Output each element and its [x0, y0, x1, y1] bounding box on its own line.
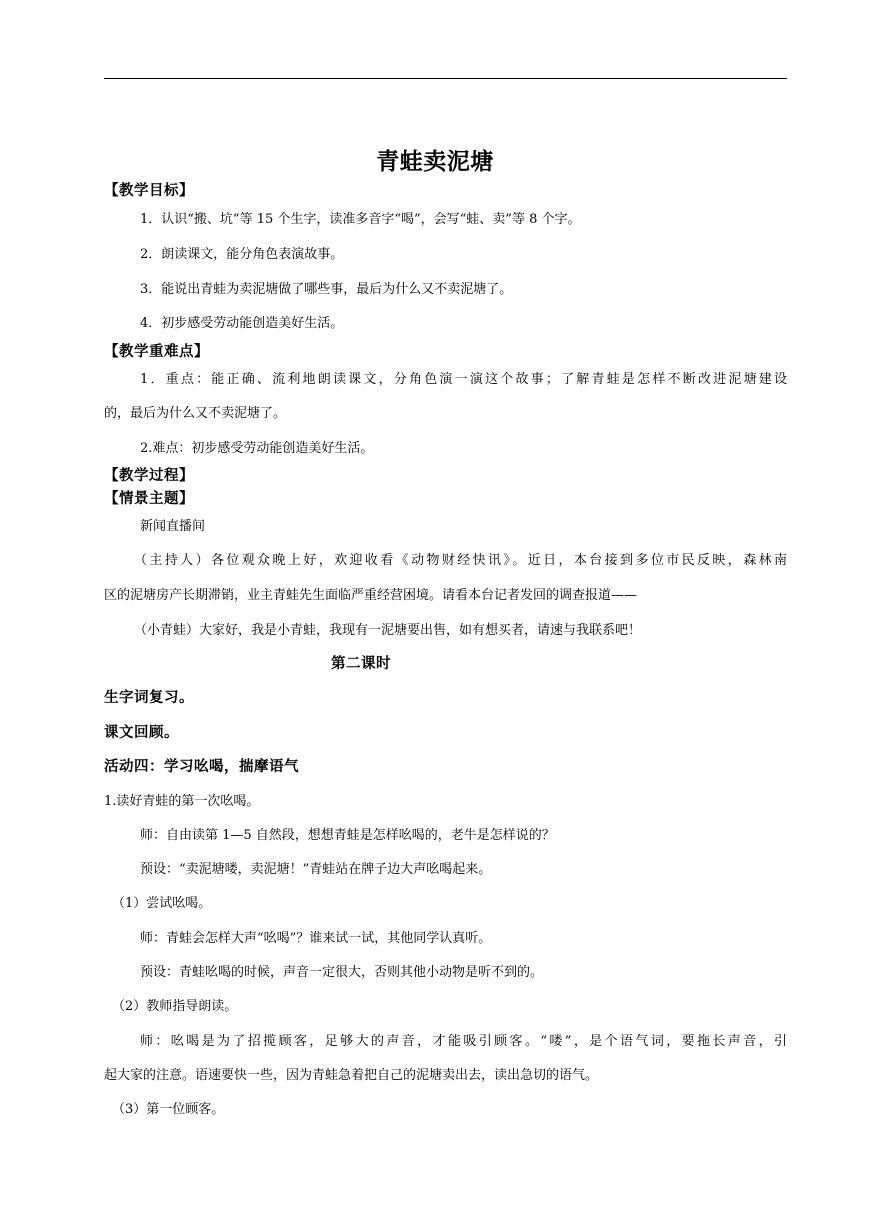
- process-heading: 【教学过程】: [104, 468, 194, 484]
- step-1: 1.读好青蛙的第一次吆喝。: [104, 794, 260, 809]
- keypoints-heading: 【教学重难点】: [104, 344, 209, 360]
- activity-4-heading: 活动四：学习吆喝，揣摩语气: [104, 759, 299, 775]
- objective-4: 4．初步感受劳动能创造美好生活。: [140, 316, 344, 331]
- keypoint-2: 2.难点：初步感受劳动能创造美好生活。: [140, 441, 374, 456]
- lesson2-heading: 第二课时: [331, 656, 391, 672]
- teacher-guide-line-2: 起大家的注意。语速要快一些，因为青蛙急着把自己的泥塘卖出去，读出急切的语气。: [104, 1068, 599, 1083]
- scene-heading: 【情景主题】: [104, 491, 194, 507]
- sub-step-2: （2）教师指导朗读。: [112, 999, 238, 1014]
- header-rule: [104, 78, 787, 79]
- frog-line: （小青蛙）大家好，我是小青蛙，我现有一泥塘要出售，如有想买者，请速与我联系吧！: [134, 623, 642, 638]
- host-line-2: 区的泥塘房产长期滞销，业主青蛙先生面临严重经营困境。请看本台记者发回的调查报道——: [104, 588, 638, 603]
- preset-1: 预设：“卖泥塘喽，卖泥塘！”青蛙站在牌子边大声吆喝起来。: [140, 862, 492, 877]
- sub-step-3: （3）第一位顾客。: [112, 1102, 225, 1117]
- preset-2: 预设：青蛙吆喝的时候，声音一定很大，否则其他小动物是听不到的。: [140, 965, 544, 980]
- objectives-heading: 【教学目标】: [104, 183, 194, 199]
- teacher-question-1: 师：自由读第 1—5 自然段，想想青蛙是怎样吆喝的，老牛是怎样说的？: [140, 828, 555, 843]
- scene-label: 新闻直播间: [140, 519, 206, 534]
- objective-1: 1．认识“搬、坑”等 15 个生字，读准多音字“喝”，会写“蛙、卖”等 8 个字。: [140, 212, 581, 227]
- teacher-question-2: 师：青蛙会怎样大声“吆喝”？谁来试一试，其他同学认真听。: [140, 931, 492, 946]
- keypoint-1-line-1: 1．重点：能正确、流利地朗读课文，分角色演一演这个故事；了解青蛙是怎样不断改进泥塘建设: [140, 372, 787, 387]
- objective-2: 2．朗读课文，能分角色表演故事。: [140, 247, 344, 262]
- page-title: 青蛙卖泥塘: [376, 149, 494, 175]
- teacher-guide-line-1: 师：吆喝是为了招揽顾客，足够大的声音，才能吸引顾客。“喽”，是个语气词，要拖长声音，引: [140, 1034, 787, 1049]
- host-line-1: （主持人）各位观众晚上好，欢迎收看《动物财经快讯》。近日，本台接到多位市民反映，森林南: [134, 553, 787, 568]
- objective-3: 3．能说出青蛙为卖泥塘做了哪些事，最后为什么又不卖泥塘了。: [140, 282, 513, 297]
- keypoint-1-line-2: 的，最后为什么又不卖泥塘了。: [104, 406, 287, 421]
- review-words: 生字词复习。: [104, 690, 194, 706]
- sub-step-1: （1）尝试吆喝。: [112, 896, 212, 911]
- review-text: 课文回顾。: [104, 725, 179, 741]
